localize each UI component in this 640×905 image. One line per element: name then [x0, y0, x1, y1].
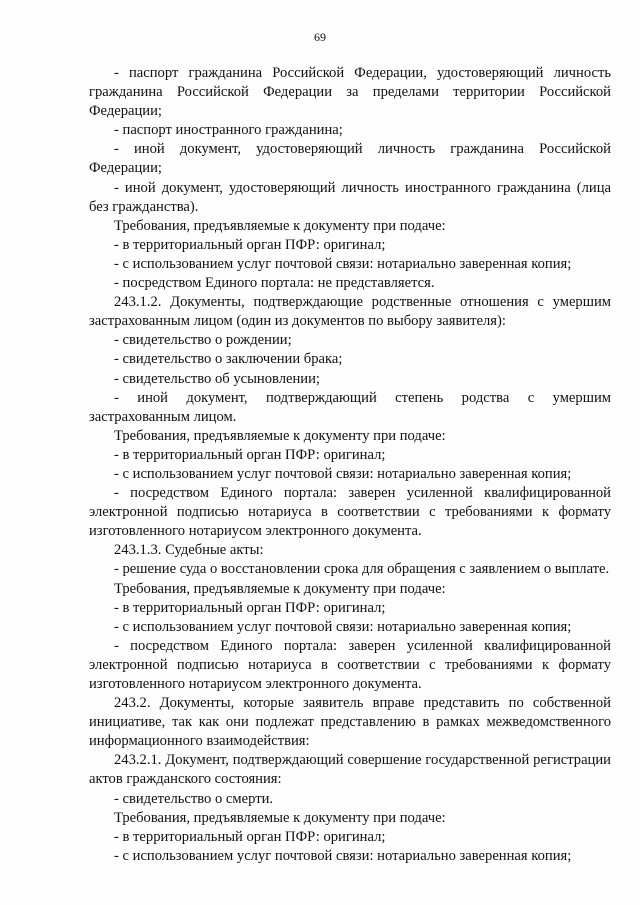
page-number: 69: [314, 30, 326, 44]
paragraph: - с использованием услуг почтовой связи: нотариально заверенная копия;: [114, 618, 572, 635]
paragraph: - паспорт гражданина Российской Федерации, удостоверяющий личность гражданина Российской Федерации за пределами территории Российской Федерации;: [89, 65, 611, 120]
paragraph: - в территориальный орган ПФР: оригинал;: [114, 828, 386, 845]
paragraph: - паспорт иностранного гражданина;: [114, 122, 343, 139]
paragraph: - свидетельство о смерти.: [114, 790, 274, 807]
paragraph: 243.2.1. Документ, подтверждающий совершение государственной регистрации актов гражданского состояния:: [89, 752, 611, 788]
paragraph: - с использованием услуг почтовой связи: нотариально заверенная копия;: [114, 847, 572, 864]
paragraph: - решение суда о восстановлении срока для обращения с заявлением о выплате.: [114, 561, 610, 578]
paragraph: 243.2. Документы, которые заявитель вправе представить по собственной инициативе, так как они подлежат представлению в рамках межведомственного информационного взаимодействия:: [89, 695, 611, 750]
paragraph: - посредством Единого портала: заверен усиленной квалифицированной электронной подписью нотариуса в соответствии с требованиями к формату изготовленного нотариусом электронного документа.: [89, 637, 611, 692]
paragraph: - свидетельство об усыновлении;: [114, 370, 320, 387]
paragraph: Требования, предъявляемые к документу при подаче:: [114, 580, 446, 597]
paragraph: - свидетельство о рождении;: [114, 332, 292, 349]
paragraph: 243.1.2. Документы, подтверждающие родственные отношения с умершим застрахованным лицом (один из документов по выбору заявителя):: [89, 294, 611, 330]
body-text: [89, 64, 611, 866]
paragraph: - с использованием услуг почтовой связи: нотариально заверенная копия;: [114, 255, 572, 272]
paragraph: - посредством Единого портала: заверен усиленной квалифицированной электронной подписью нотариуса в соответствии с требованиями к формату изготовленного нотариусом электронного документа.: [89, 485, 611, 540]
paragraph: 243.1.3. Судебные акты:: [114, 542, 264, 559]
paragraph: - в территориальный орган ПФР: оригинал;: [114, 599, 386, 616]
paragraph: Требования, предъявляемые к документу при подаче:: [114, 217, 446, 234]
paragraph: Требования, предъявляемые к документу при подаче:: [114, 809, 446, 826]
paragraph: Требования, предъявляемые к документу при подаче:: [114, 427, 446, 444]
paragraph: - иной документ, подтверждающий степень родства с умершим застрахованным лицом.: [89, 389, 611, 425]
paragraph: - в территориальный орган ПФР: оригинал;: [114, 236, 386, 253]
paragraph: - посредством Единого портала: не представляется.: [114, 275, 435, 292]
paragraph: - в территориальный орган ПФР: оригинал;: [114, 446, 386, 463]
paragraph: - с использованием услуг почтовой связи: нотариально заверенная копия;: [114, 465, 572, 482]
paragraph: - свидетельство о заключении брака;: [114, 351, 343, 368]
paragraph: - иной документ, удостоверяющий личность иностранного гражданина (лица без гражданства).: [89, 179, 611, 215]
paragraph: - иной документ, удостоверяющий личность гражданина Российской Федерации;: [89, 141, 611, 177]
